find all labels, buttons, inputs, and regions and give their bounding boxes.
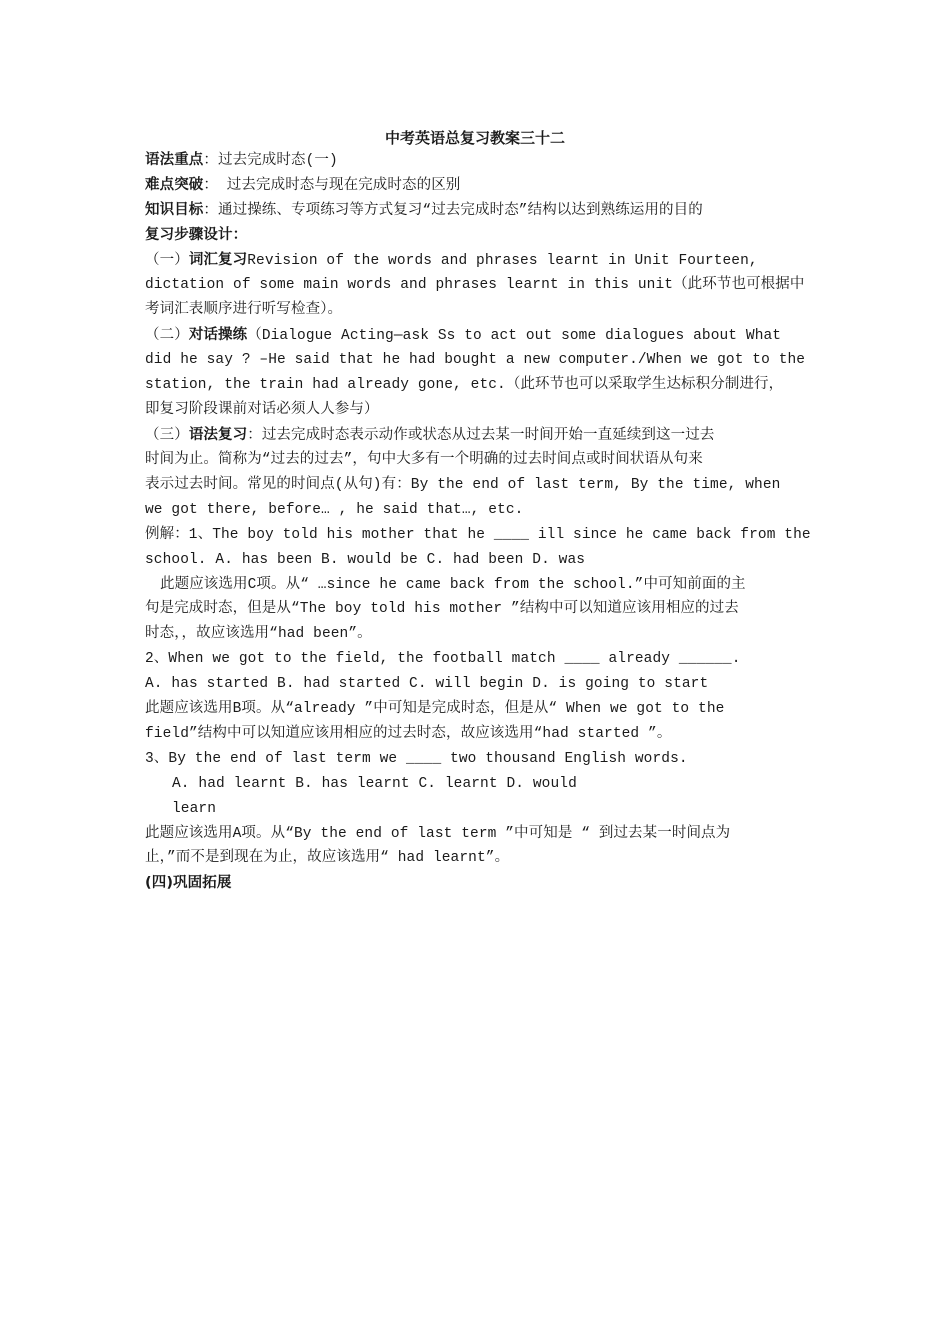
example-1-question: 例解：1、The boy told his mother that he ____ ill since he came back from the	[145, 527, 811, 543]
goal-line	[145, 200, 810, 221]
example-1-options: school. A. has been B. would be C. had been D. was	[145, 552, 586, 568]
goal-label: 知识目标	[145, 202, 204, 218]
steps-heading: 复习步骤设计：	[145, 227, 248, 243]
section-1-line-2: dictation of some main words and phrases learnt in this unit（此环节也可根据中	[145, 277, 805, 293]
example-3-answer-1: 此题应该选用A项。从“By the end of last term ”中可知是 “ 到过去某一时间点为	[145, 826, 731, 842]
section-3-label: 语法复习	[188, 427, 248, 443]
section-3-line-4: we got there, before… , he said that…, etc.	[145, 502, 524, 518]
document-title: 中考英语总复习教案三十二	[384, 129, 565, 147]
section-2-label: 对话操练	[188, 327, 248, 343]
section-2-line-2: did he say ? –He said that he had bought a new computer./When we got to the	[145, 352, 806, 368]
section-2-text: （Dialogue Acting—ask Ss to act out some dialogues about What	[247, 328, 782, 344]
section-1-label: 词汇复习	[188, 252, 248, 268]
example-1-answer-1: 此题应该选用C项。从“ …since he came back from the school.”中可知前面的主	[160, 577, 746, 593]
section-4-heading: (四)巩固拓展	[145, 875, 232, 891]
example-2-answer-2: field”结构中可以知道应该用相应的过去时态，故应该选用“had started ”。	[145, 726, 672, 742]
section-3-line-2: 时间为止。简称为“过去的过去”，句中大多有一个明确的过去时间点或时间状语从句来	[145, 452, 703, 468]
example-3-answer-2: 止，”而不是到现在为止，故应该选用“ had learnt”。	[145, 850, 510, 866]
section-1-line-3: 考词汇表顺序进行听写检查）。	[145, 302, 343, 318]
grammar-focus-text: ：过去完成时态(一)	[203, 153, 338, 169]
difficulty-text: ： 过去完成时态与现在完成时态的区别	[203, 178, 461, 194]
example-3-options: A. had learnt B. has learnt C. learnt D. would	[172, 776, 577, 792]
section-3-line-3: 表示过去时间。常见的时间点(从句)有：By the end of last term, By the time, when	[145, 477, 781, 493]
section-3-line-1	[145, 425, 810, 446]
example-2-options: A. has started B. had started C. will begin D. is going to start	[145, 676, 709, 692]
section-2-prefix: （二）	[145, 328, 189, 344]
difficulty-label: 难点突破	[145, 177, 204, 193]
section-2-line-4: 即复习阶段课前对话必须人人参与）	[145, 402, 379, 418]
grammar-focus-label: 语法重点	[145, 152, 204, 168]
example-3-question: 3、By the end of last term we ____ two thousand English words.	[145, 751, 688, 767]
goal-text: ：通过操练、专项练习等方式复习“过去完成时态”结构以达到熟练运用的目的	[203, 203, 703, 219]
example-1-answer-2: 句是完成时态，但是从“The boy told his mother ”结构中可以知道应该用相应的过去	[145, 601, 739, 617]
section-3-prefix: （三）	[145, 428, 189, 444]
example-3-options-cont: learn	[172, 801, 217, 817]
example-2-question: 2、When we got to the field, the football match ____ already ______.	[145, 651, 741, 667]
section-1-prefix: （一）	[145, 253, 189, 269]
grammar-focus-line	[145, 150, 810, 171]
section-2-line-1	[145, 325, 810, 346]
section-2-line-3: station, the train had already gone, etc.（此环节也可以采取学生达标积分制进行，	[145, 377, 784, 393]
section-1-text: Revision of the words and phrases learnt in Unit Fourteen,	[247, 253, 758, 269]
section-3-text: ：过去完成时态表示动作或状态从过去某一时间开始一直延续到这一过去	[247, 428, 715, 444]
example-2-answer-1: 此题应该选用B项。从“already ”中可知是完成时态，但是从“ When we got to the	[145, 701, 725, 717]
example-1-answer-3: 时态，，故应该选用“had been”。	[145, 626, 372, 642]
difficulty-line	[145, 175, 810, 196]
section-1-line-1	[145, 250, 810, 271]
